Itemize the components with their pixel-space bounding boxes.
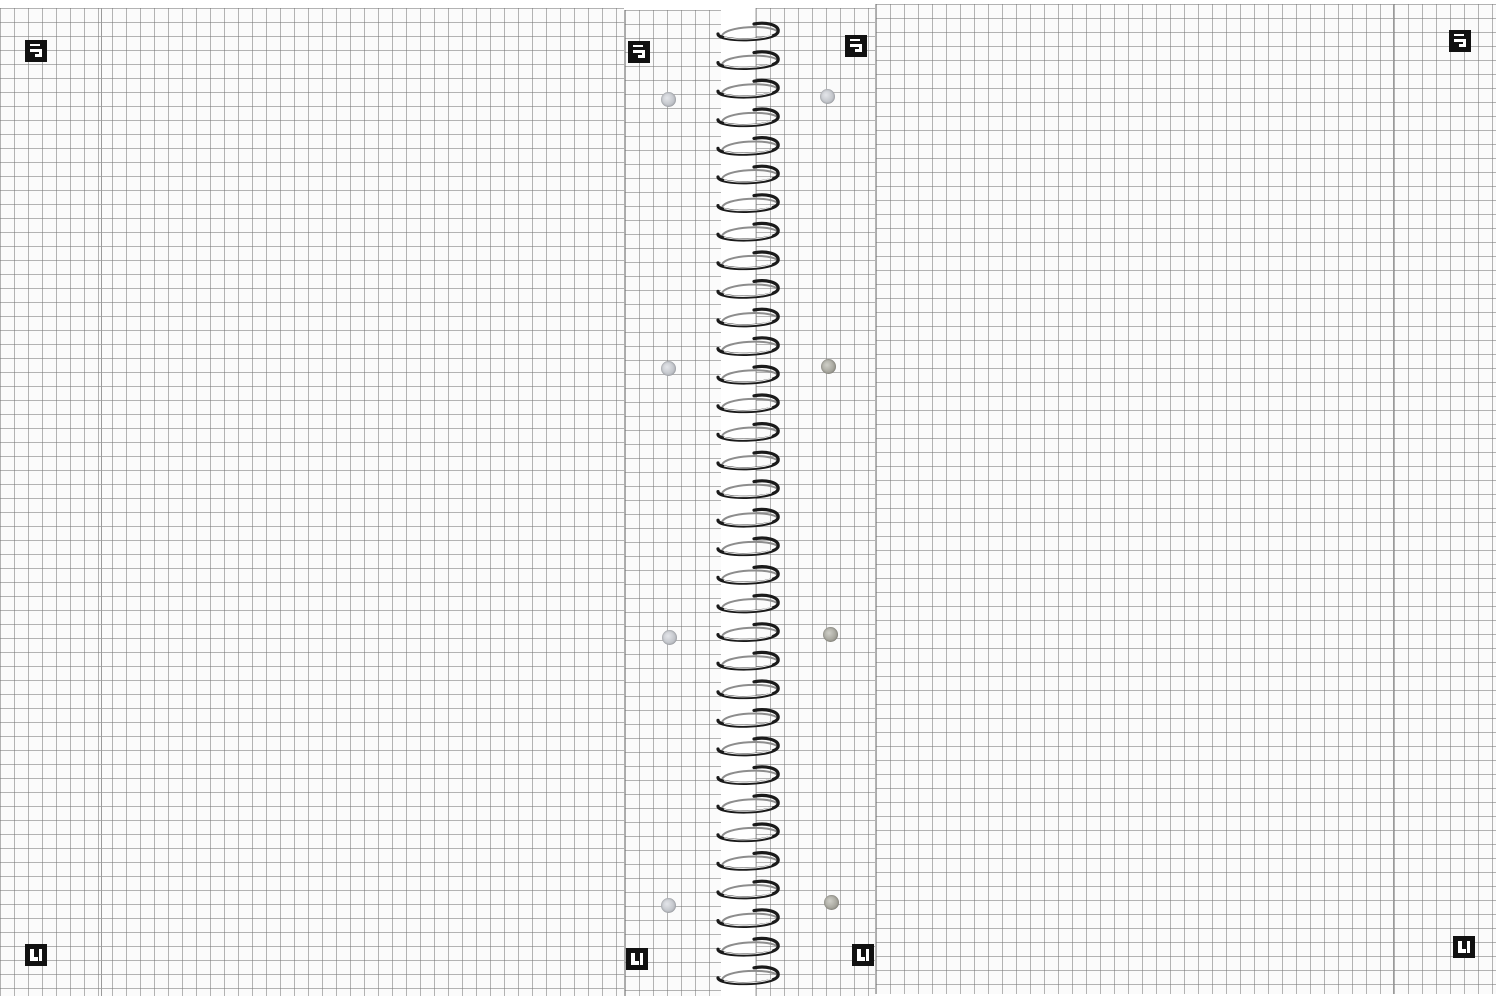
- brand-logo-icon: [25, 944, 47, 966]
- spiral-coil-icon: [718, 853, 778, 869]
- brand-logo-icon: [25, 40, 47, 62]
- right-margin-line: [1393, 4, 1394, 994]
- spiral-coil-icon: [718, 166, 778, 182]
- spiral-coil-icon: [718, 195, 778, 211]
- punch-hole-icon: [661, 898, 676, 913]
- page-shadow: [875, 4, 877, 994]
- spiral-coil-icon: [718, 881, 778, 897]
- right-grid-page: [875, 4, 1496, 994]
- spiral-binding: [714, 18, 786, 988]
- spiral-coil-icon: [718, 80, 778, 96]
- spiral-coil-icon: [718, 252, 778, 268]
- spiral-coil-icon: [718, 595, 778, 611]
- spiral-coil-icon: [718, 652, 778, 668]
- spiral-coil-icon: [718, 52, 778, 68]
- brand-logo-icon: [1449, 30, 1471, 52]
- brand-logo-icon: [628, 41, 650, 63]
- brand-logo-icon: [1453, 936, 1475, 958]
- spiral-coil-icon: [718, 681, 778, 697]
- spiral-coil-icon: [718, 395, 778, 411]
- spiral-coil-icon: [718, 767, 778, 783]
- spiral-coil-icon: [718, 710, 778, 726]
- spiral-coil-icon: [718, 567, 778, 583]
- spiral-coil-icon: [718, 424, 778, 440]
- spiral-coil-icon: [718, 824, 778, 840]
- spiral-coil-icon: [718, 481, 778, 497]
- brand-logo-icon: [626, 948, 648, 970]
- spiral-coil-icon: [718, 281, 778, 297]
- spiral-coil-icon: [718, 624, 778, 640]
- spiral-coil-icon: [718, 938, 778, 954]
- spiral-coil-icon: [718, 338, 778, 354]
- left-margin-line: [101, 8, 102, 996]
- spiral-coil-icon: [718, 967, 778, 983]
- punch-hole-icon: [661, 361, 676, 376]
- spiral-coil-icon: [718, 538, 778, 554]
- left-binding-strip: [624, 10, 721, 996]
- spiral-coil-icon: [718, 138, 778, 154]
- spiral-coil-icon: [718, 738, 778, 754]
- spiral-coil-icon: [718, 23, 778, 39]
- punch-hole-icon: [824, 895, 839, 910]
- spiral-coil-icon: [718, 109, 778, 125]
- spiral-coil-icon: [718, 795, 778, 811]
- brand-logo-icon: [845, 35, 867, 57]
- spiral-coil-icon: [718, 509, 778, 525]
- brand-logo-icon: [852, 944, 874, 966]
- punch-hole-icon: [820, 89, 835, 104]
- spiral-coil-icon: [718, 910, 778, 926]
- page-shadow: [624, 10, 626, 996]
- punch-hole-icon: [662, 630, 677, 645]
- spiral-coil-icon: [718, 452, 778, 468]
- spiral-coil-icon: [718, 309, 778, 325]
- punch-hole-icon: [823, 627, 838, 642]
- punch-hole-icon: [661, 92, 676, 107]
- spiral-coil-icon: [718, 366, 778, 382]
- punch-hole-icon: [821, 359, 836, 374]
- left-grid-page: [0, 8, 624, 996]
- spiral-coil-icon: [718, 223, 778, 239]
